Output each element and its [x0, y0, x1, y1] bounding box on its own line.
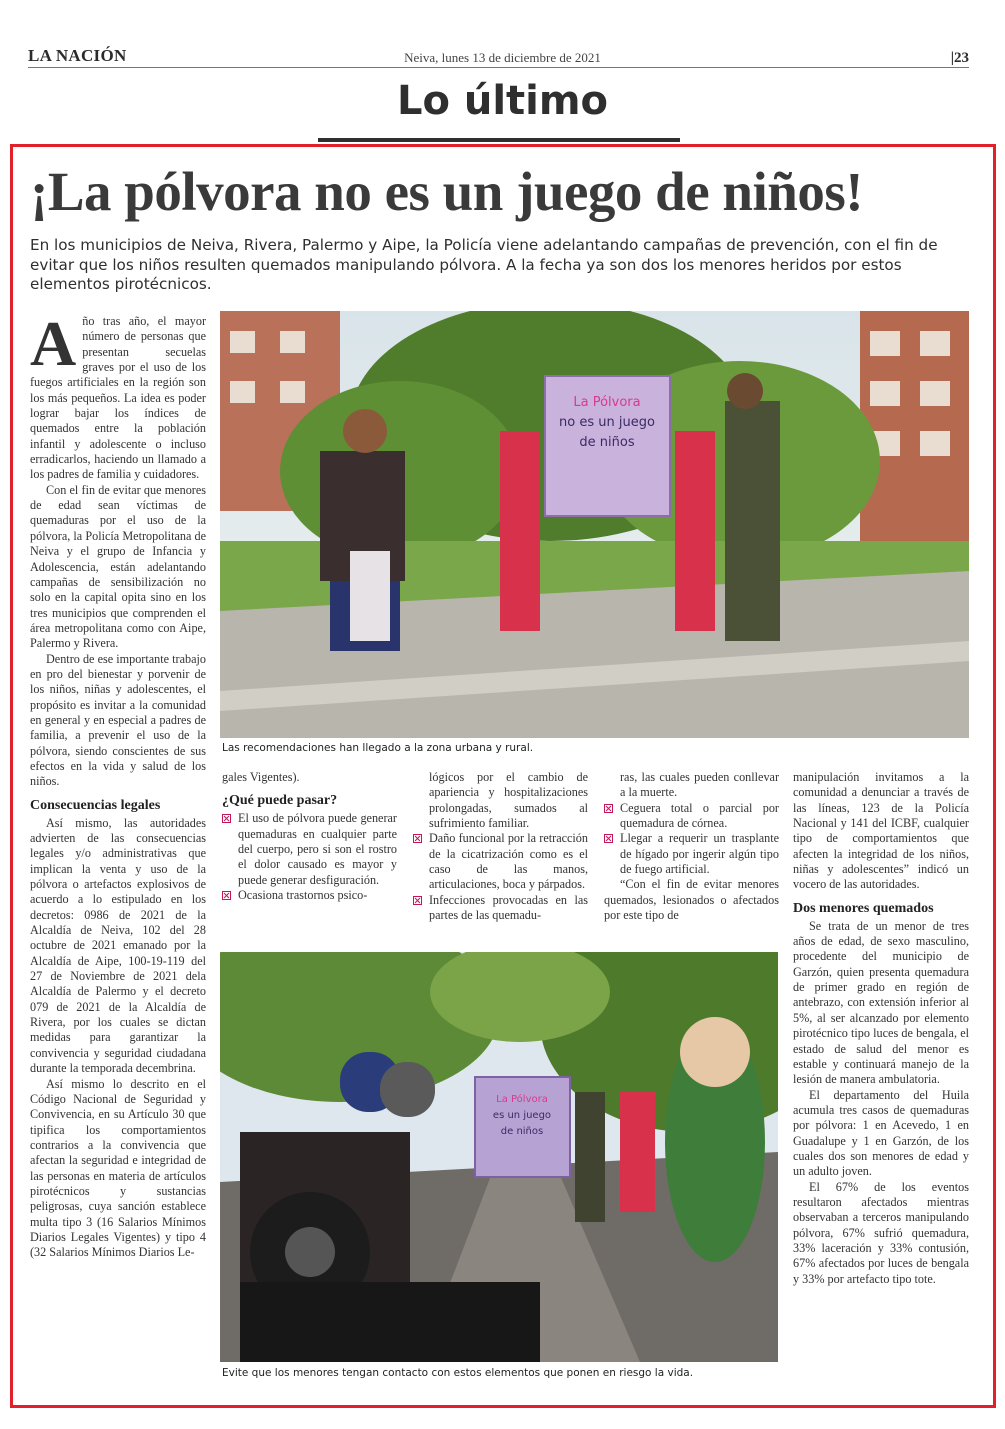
sign-text-line: es un juego: [492, 1110, 552, 1121]
photo-campaign-road-image: [220, 952, 778, 1362]
x-box-icon: [604, 834, 613, 843]
paragraph: lógicos por el cambio de apariencia y hospitalizaciones prolongadas, sumados al sufrimiento familiar.: [429, 770, 588, 831]
dateline: Neiva, lunes 13 de diciembre de 2021: [404, 50, 601, 65]
article-column-1: [30, 308, 206, 1261]
x-box-icon: [413, 896, 422, 905]
list-item: Llegar a requerir un trasplante de hígado por ingerir algún tipo de fuego artificial.: [604, 831, 779, 877]
sign-text-line: de niños: [500, 1126, 544, 1137]
paragraph: Se trata de un menor de tres años de edad, de sexo masculino, procedente del municipio de Garzón, quien presenta quemadura de primer grado en región de antebrazo, con extensión inferior al 5%, al ser alcanzado por elemento pirotécnico tipo luces de bengala, el estado de salud del menor es estable y continuará manejo de la lesión de manera ambulatoria.: [793, 918, 969, 1087]
photo-campaign-road: [220, 952, 778, 1362]
subhead-what-can-happen: ¿Qué puede pasar?: [222, 793, 338, 809]
x-box-icon: [604, 804, 613, 813]
paragraph: Así mismo, las autoridades advierten de las consecuencias legales y/o administrativas que implican la venta y uso de la pólvora o artefactos explosivos de acuerdo a lo estipulado en los decretos: 0986 de 2021 de la Alcaldía de Neiva, 102 del 28 octubre de 2021 emanado por la Alcaldía de Aipe, 100-19-119 del 27 de Noviembre de 2021 dela Alcaldía de Palermo y el decreto 079 de 2021 de la Alcaldía de Rivera, por los cuales se dictan medidas para garantizar la convivencia y seguridad ciudadana durante la temporada decembrina.: [30, 815, 206, 1076]
photo-campaign-street: [220, 311, 969, 738]
risk-list: [413, 831, 588, 923]
sign-text-line: La Pólvora: [496, 1094, 548, 1105]
list-item: Daño funcional por la retracción de la cicatrización como es el caso de las manos, articulaciones, boca y párpados.: [413, 831, 588, 892]
article-column-5: [793, 770, 969, 1287]
paragraph: manipulación invitamos a la comunidad a denunciar a través de las líneas, 123 de la Policía Nacional y 141 del ICBF, cualquier tipo de comportamientos que afecten la integridad de los niños, niñas y adolescentes” indicó un vocero de las autoridades.: [793, 770, 969, 892]
headline: ¡La pólvora no es un juego de niños!: [30, 161, 864, 222]
paragraph: gales Vigentes).: [222, 770, 300, 784]
deck: En los municipios de Neiva, Rivera, Palermo y Aipe, la Policía viene adelantando campañas de prevención, con el fin de evitar que los niños resulten quemados manipulando pólvora. A la fecha ya son dos los menores heridos por estos elementos pirotécnicos.: [30, 236, 938, 293]
sign-text-line: de niños: [579, 435, 635, 450]
subhead-legal: Consecuencias legales: [30, 797, 161, 813]
paragraph: ras, las cuales pueden conllevar a la muerte.: [620, 770, 779, 800]
risk-list: [222, 811, 397, 903]
list-item: Infecciones provocadas en las partes de las quemadu-: [413, 893, 588, 924]
header-rule: [28, 67, 969, 68]
section-title: Lo último: [396, 78, 609, 124]
list-item: Ocasiona trastornos psico-: [222, 888, 397, 903]
photo-caption: Las recomendaciones han llegado a la zona urbana y rural.: [222, 742, 534, 754]
x-box-icon: [222, 891, 231, 900]
photo-campaign-street-image: [220, 311, 969, 738]
paragraph: El 67% de los eventos resultaron afectados mientras observaban a terceros manipulando pólvora, 67% sufrió quemadura, 33% laceración y 33% contusión, 67% afectados por luces de bengala y 33% por artefacto tipo tote.: [793, 1179, 969, 1286]
masthead-logo: LA NACIÓN: [28, 46, 127, 65]
x-box-icon: [222, 814, 231, 823]
article-column-2: [222, 770, 397, 903]
x-box-icon: [413, 834, 422, 843]
paragraph: “Con el fin de evitar menores quemados, lesionados o afectados por este tipo de: [604, 877, 779, 923]
paragraph: El departamento del Huila acumula tres casos de quemaduras por pólvora: 1 en Acevedo, 1 en Guadalupe y 1 en Garzón, de los cuales dos son menores de edad y un adulto joven.: [793, 1087, 969, 1179]
page-number: |23: [950, 50, 969, 66]
article-column-4: [604, 770, 779, 923]
drop-cap: A: [30, 308, 77, 379]
sign-text-line: no es un juego: [559, 415, 655, 430]
paragraph: Con el fin de evitar que menores de edad sean víctimas de quemaduras por el uso de la pólvora, la Policía Metropolitana de Neiva y el grupo de Infancia y Adolescencia, están adelantando campañas de sensibilización no solo en la capital opita sino en los tres municipios que comprenden el área metropolitana como con Aipe, Palermo y Rivera.: [30, 482, 206, 651]
article-column-3: [413, 770, 588, 923]
paragraph: Así mismo lo descrito en el Código Nacional de Seguridad y Convivencia, en su Artículo 30 que tipifica los comportamientos contrarios a la convivencia que afectan la seguridad e integridad de las personas en materia de artículos pirotécnicos y sustancias peligrosas, cuya sanción establece multa tipo 3 (16 Salarios Mínimos Diarios Legales Vigentes) y tipo 4 (32 Salarios Mínimos Diarios Le-: [30, 1076, 206, 1260]
photo-caption: Evite que los menores tengan contacto con estos elementos que ponen en riesgo la vida.: [222, 1367, 694, 1379]
intro-paragraph: Año tras año, el mayor número de personas que presentan secuelas graves por el uso de los fuegos artificiales en la región son los más pequeños. La idea es poder lograr bajar los índices de quemados entre la población infantil y adolescente o incluso erradicarlos, haciendo un llamado a los padres de familia y cuidadores.: [30, 308, 206, 482]
paragraph: Dentro de ese importante trabajo en pro del bienestar y porvenir de los niños, niñas y adolescentes, el propósito es invitar a la comunidad en general y en especial a padres de familia, a prevenir el uso de la pólvora, siendo conscientes de sus efectos en la vida y salud de los niños.: [30, 651, 206, 789]
risk-list: [604, 801, 779, 878]
list-item: Ceguera total o parcial por quemadura de córnea.: [604, 801, 779, 832]
sign-text-line: La Pólvora: [573, 395, 641, 410]
section-underline: [318, 138, 680, 142]
subhead-two-minors: Dos menores quemados: [793, 900, 934, 916]
list-item: El uso de pólvora puede generar quemaduras en cualquier parte del cuerpo, pero si son el rostro el dolor causado es mayor y puede generar desfiguración.: [222, 811, 397, 888]
